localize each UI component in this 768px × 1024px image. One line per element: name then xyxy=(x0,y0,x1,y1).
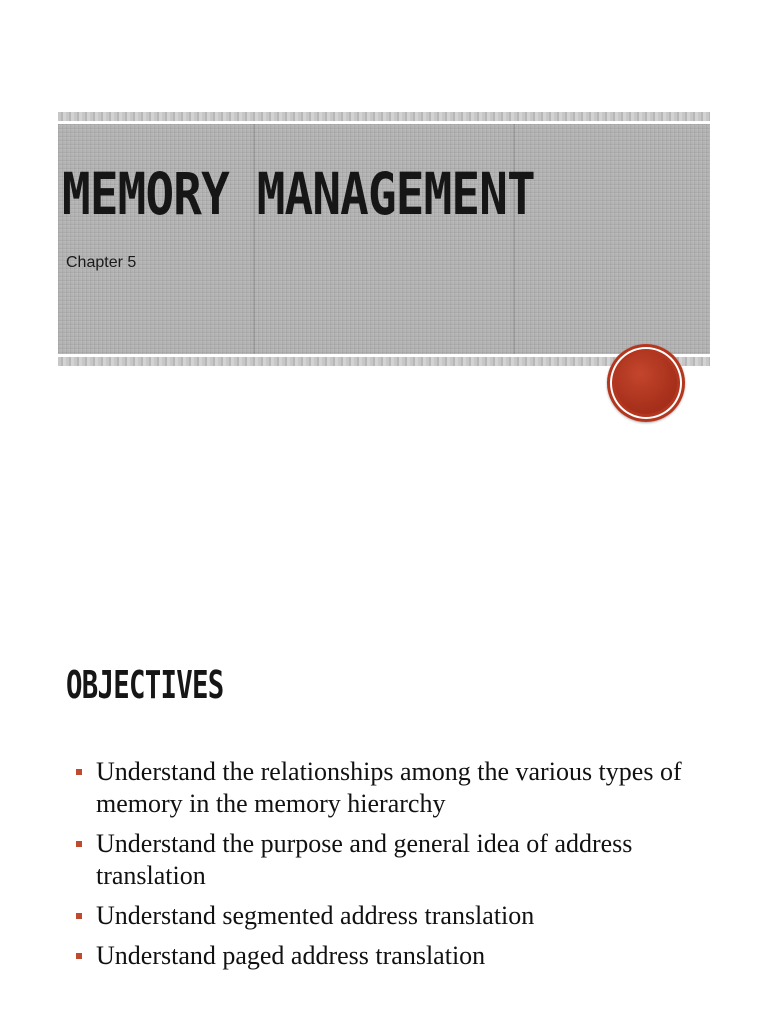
slide-subtitle: Chapter 5 xyxy=(66,254,137,271)
list-item-text: Understand the relationships among the various types of memory in the memory hierarchy xyxy=(96,757,682,818)
list-item-text: Understand the purpose and general idea of address translation xyxy=(96,829,633,890)
slide-title: MEMORY MANAGEMENT xyxy=(62,160,535,228)
list-item xyxy=(74,940,734,972)
bullet-icon xyxy=(76,769,82,775)
list-item xyxy=(74,828,734,892)
objectives-list xyxy=(74,756,734,980)
list-item-text: Understand segmented address translation xyxy=(96,901,535,930)
list-item xyxy=(74,756,734,820)
objectives-heading: OBJECTIVES xyxy=(66,663,224,707)
bullet-icon xyxy=(76,953,82,959)
title-band-top-rule xyxy=(58,112,710,121)
list-item xyxy=(74,900,734,932)
bullet-icon xyxy=(76,841,82,847)
circle-ornament-icon xyxy=(607,344,685,422)
title-band xyxy=(58,124,710,354)
list-item-text: Understand paged address translation xyxy=(96,941,486,970)
bullet-icon xyxy=(76,913,82,919)
